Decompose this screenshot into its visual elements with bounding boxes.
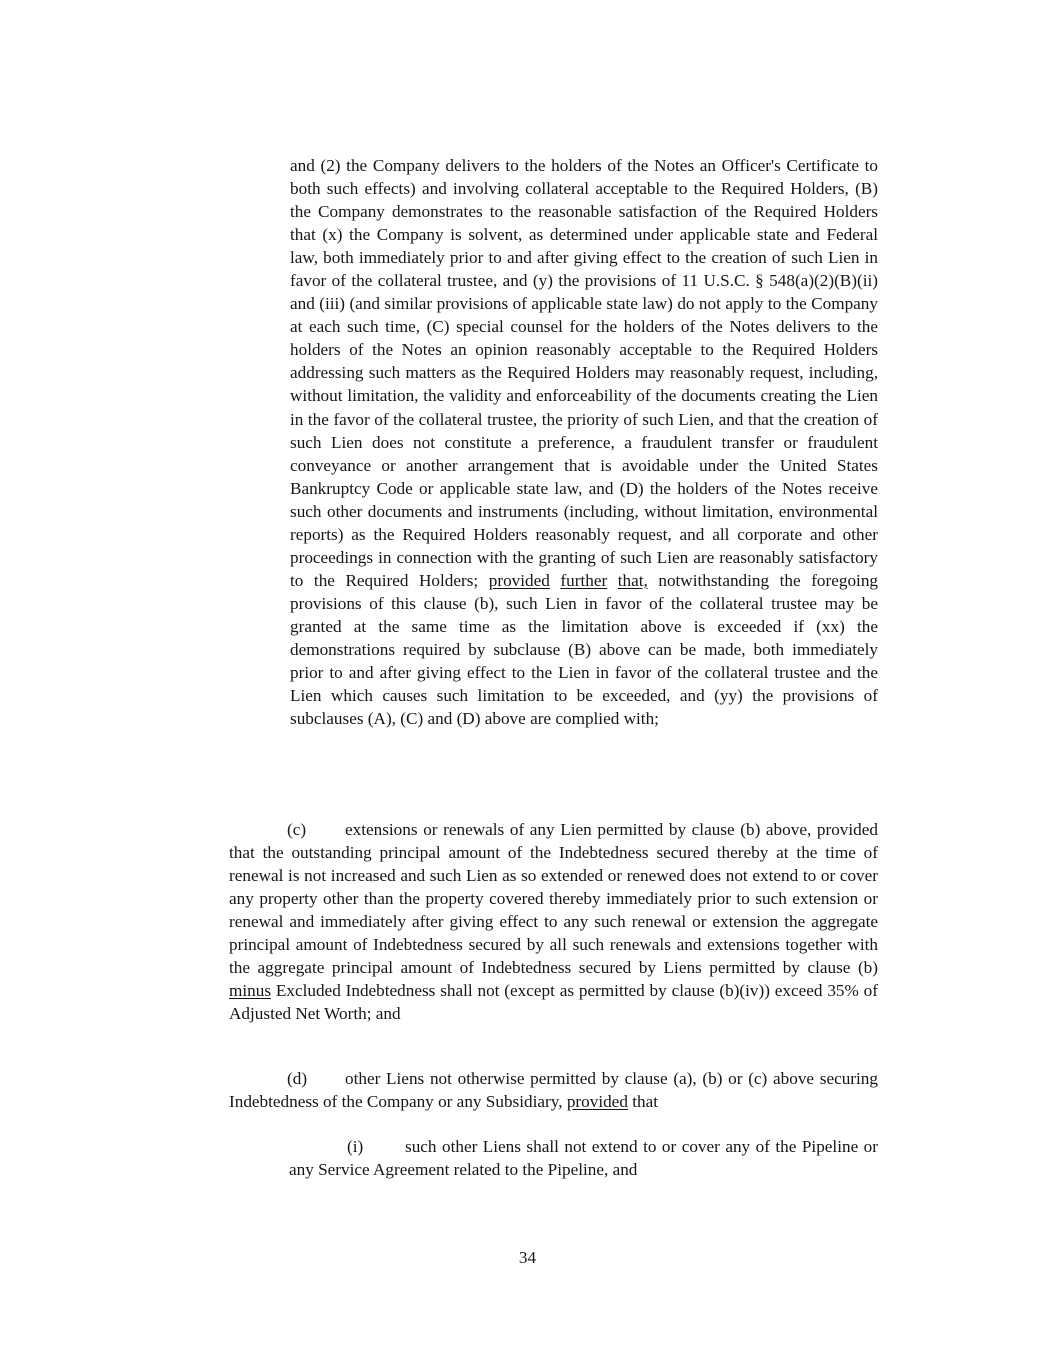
clause-d-i-text: such other Liens shall not extend to or cover any of the Pipeline or any Service Agreement related to the Pipeline, and (289, 1137, 878, 1180)
provided-term: provided (488, 570, 550, 590)
clause-d-text-part2: that (632, 1092, 658, 1112)
clause-d-i (289, 1135, 878, 1181)
clause-b-text-part2: notwithstanding the foregoing provisions of this clause (b), such Lien in favor of the collateral trustee may be granted at the same time as the limitation above is exceeded if (xx) the demonstrations required by subclause (B) above can be made, both immediately prior to and after giving effect to the Lien in favor of the collateral trustee and the Lien which causes such limitation to be exceeded, and (yy) the provisions of subclauses (A), (C) and (D) above are complied with; (290, 570, 879, 729)
further-term: further (560, 570, 608, 590)
clause-c-text-part2: Excluded Indebtedness shall not (except as permitted by clause (b)(iv)) exceed 35% of Adjusted Net Worth; and (229, 981, 878, 1024)
clause-c (229, 818, 878, 1025)
clause-c-text-part1: extensions or renewals of any Lien permitted by clause (b) above, provided that the outstanding principal amount of the Indebtedness secured thereby at the time of renewal is not increased and such Lien as so extended or renewed does not extend to or cover any property other than the property covered thereby immediately prior to such extension or renewal and immediately after giving effect to any such renewal or extension the aggregate principal amount of Indebtedness secured by all such renewals and extensions together with the aggregate principal amount of Indebtedness secured by Liens permitted by clause (b) (229, 820, 878, 978)
minus-term: minus (229, 981, 272, 1001)
clause-d-text-part1: other Liens not otherwise permitted by clause (a), (b) or (c) above securing Indebtedness of the Company or any Subsidiary, (229, 1069, 878, 1112)
clause-d-i-label: (i) (347, 1137, 364, 1156)
clause-b-continuation (290, 154, 878, 730)
that-term: that, (617, 570, 648, 590)
clause-b-text-part1: and (2) the Company delivers to the holders of the Notes an Officer's Certificate to both such effects) and involving collateral acceptable to the Required Holders, (B) the Company demonstrates to the reasonable satisfaction of the Required Holders that (x) the Company is solvent, as determined under applicable state and Federal law, both immediately prior to and after giving effect to the creation of such Lien in favor of the collateral trustee, and (y) the provisions of 11 U.S.C. § 548(a)(2)(B)(ii) and (iii) (and similar provisions of applicable state law) do not apply to the Company at each such time, (C) special counsel for the holders of the Notes delivers to the holders of the Notes an opinion reasonably acceptable to the Required Holders addressing such matters as the Required Holders may reasonably request, including, without limitation, the validity and enforceability of the documents creating the Lien in the favor of the collateral trustee, the priority of such Lien, and that the creation of such Lien does not constitute a preference, a fraudulent transfer or fraudulent conveyance or another arrangement that is avoidable under the United States Bankruptcy Code or applicable state law, and (D) the holders of the Notes receive such other documents and instruments (including, without limitation, environmental reports) as the Required Holders reasonably request, and all corporate and other proceedings in connection with the granting of such Lien are reasonably satisfactory to the Required Holders; (290, 156, 878, 590)
clause-d (229, 1067, 878, 1113)
clause-c-label: (c) (287, 820, 307, 839)
page-number: 34 (518, 1248, 537, 1267)
provided-term: provided (566, 1092, 628, 1112)
clause-d-label: (d) (287, 1069, 308, 1088)
